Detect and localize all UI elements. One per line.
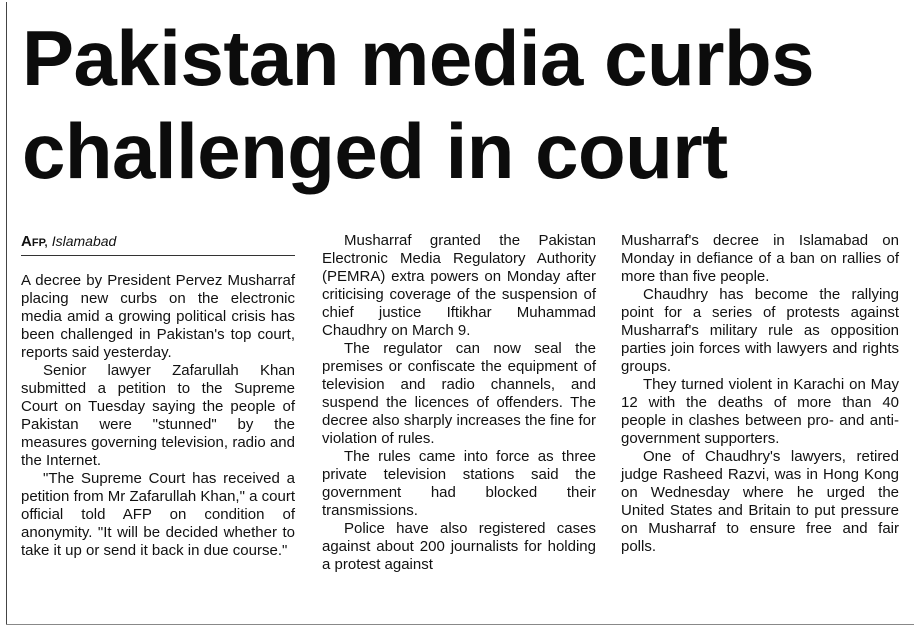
- col2-paragraph-3: The rules came into force as three private television stations said the government had blocked their transmissions.: [322, 448, 596, 519]
- headline-line-2: challenged in court: [22, 107, 728, 195]
- col2-paragraph-1: Musharraf granted the Pakistan Electronic Media Regulatory Authority (PEMRA) extra powers on Monday after criticising coverage of the suspension of chief justice Iftikhar Muhammad Chaudhry on March 9.: [322, 232, 596, 339]
- col1-paragraph-1: A decree by President Pervez Musharraf placing new curbs on the electronic media amid a growing political crisis has been challenged in Pakistan's top court, reports said yesterday.: [21, 272, 295, 361]
- bottom-border-rule: [6, 624, 914, 625]
- col3-paragraph-1: Musharraf's decree in Islamabad on Monday in defiance of a ban on rallies of more than five people.: [621, 232, 899, 285]
- col1-paragraph-2: Senior lawyer Zafarullah Khan submitted a petition to the Supreme Court on Tuesday saying the people of Pakistan were "stunned" by the measures governing television, radio and the Internet.: [21, 362, 295, 469]
- col3-paragraph-2: Chaudhry has become the rallying point for a series of protests against Musharraf's military rule as opposition parties join forces with lawyers and rights groups.: [621, 286, 899, 375]
- byline-agency-rest: FP,: [31, 237, 48, 249]
- col1-paragraph-3: "The Supreme Court has received a petition from Mr Zafarullah Khan," a court official told AFP on condition of anonymity. "It will be decided whether to take it up or send it back in due course.": [21, 470, 295, 559]
- headline: [22, 12, 912, 198]
- left-border-rule: [6, 2, 7, 624]
- col3-paragraph-4: One of Chaudhry's lawyers, retired judge Rasheed Razvi, was in Hong Kong on Wednesday where he urged the United States and Britain to put pressure on Musharraf to ensure free and fair polls.: [621, 448, 899, 555]
- byline-city: Islamabad: [51, 233, 117, 249]
- headline-line-1: Pakistan media curbs: [22, 14, 815, 102]
- article-column-1: [21, 232, 295, 560]
- article-column-2: [322, 232, 596, 574]
- col3-paragraph-3: They turned violent in Karachi on May 12 with the deaths of more than 40 people in clashes between pro- and anti-government supporters.: [621, 376, 899, 447]
- byline: [21, 232, 295, 256]
- article-column-3: [621, 232, 899, 556]
- col2-paragraph-4: Police have also registered cases against about 200 journalists for holding a protest against: [322, 520, 596, 573]
- byline-agency-initial: A: [21, 233, 32, 250]
- col2-paragraph-2: The regulator can now seal the premises or confiscate the equipment of television and radio channels, and suspend the licences of offenders. The decree also sharply increases the fine for violation of rules.: [322, 340, 596, 447]
